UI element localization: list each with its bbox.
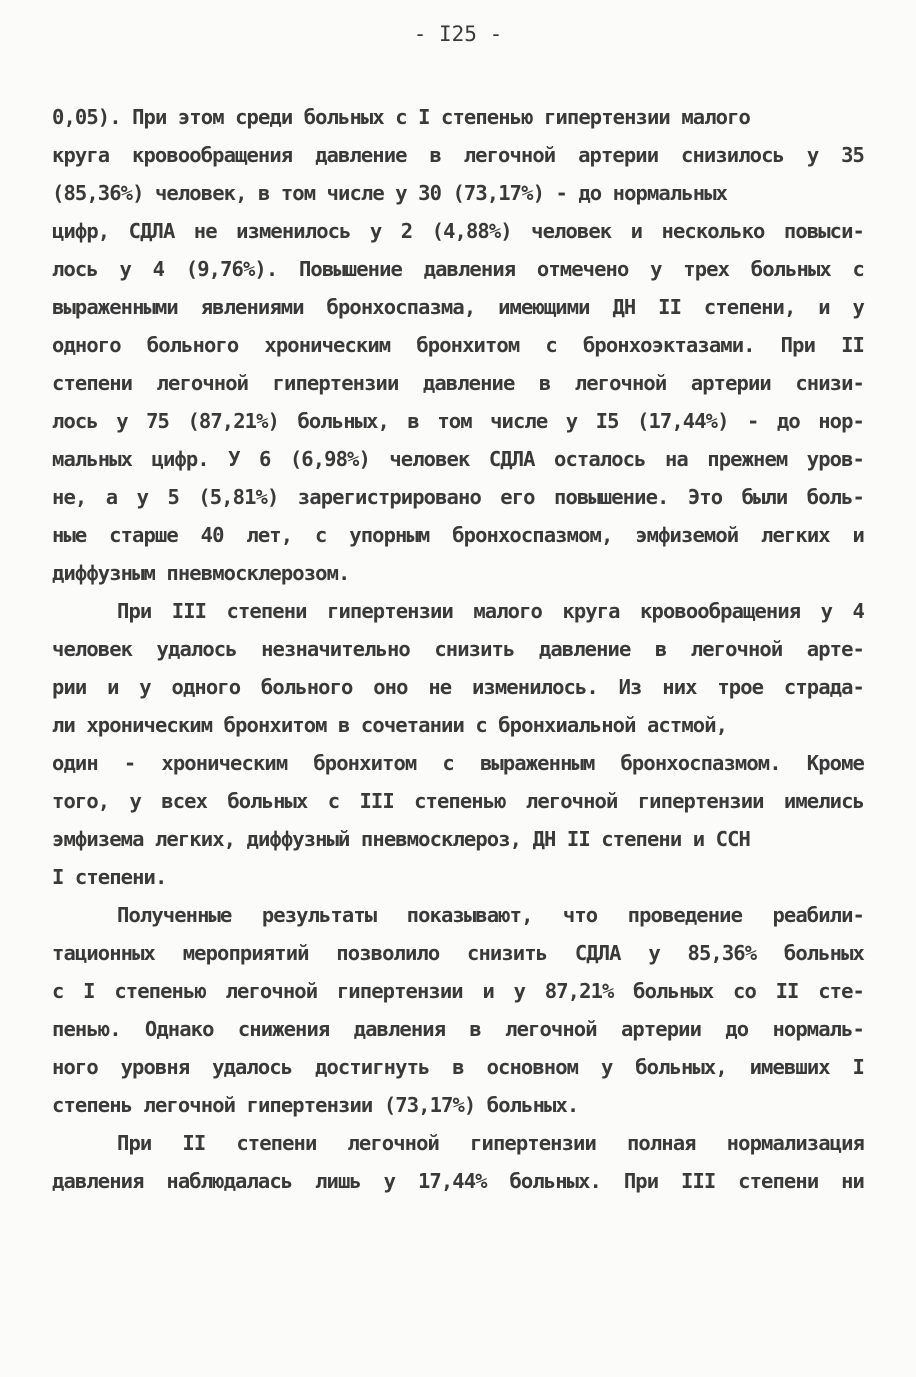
text-line: лось у 4 (9,76%). Повышение давления отмечено у трех больных с <box>52 257 864 281</box>
text-line: одного больного хроническим бронхитом с бронхоэктазами. При II <box>52 333 864 357</box>
text-line: эмфизема легких, диффузный пневмосклероз, ДН II степени и ССН <box>52 827 750 851</box>
page-number: - I25 - <box>413 22 503 46</box>
text-line: диффузным пневмосклерозом. <box>52 561 350 585</box>
text-line: степень легочной гипертензии (73,17%) больных. <box>52 1093 579 1117</box>
text-line: рии и у одного больного оно не изменилось. Из них трое страда- <box>52 675 864 699</box>
text-line: выраженными явлениями бронхоспазма, имеющими ДН II степени, и у <box>52 295 864 319</box>
text-line: цифр, СДЛА не изменилось у 2 (4,88%) человек и несколько повыси- <box>52 219 864 243</box>
text-line: с I степенью легочной гипертензии и у 87,21% больных со II сте- <box>52 979 864 1003</box>
text-line: человек удалось незначительно снизить давление в легочной арте- <box>52 637 864 661</box>
text-line: лось у 75 (87,21%) больных, в том числе у I5 (17,44%) - до нор- <box>52 409 864 433</box>
text-line: давления наблюдалась лишь у 17,44% больных. При III степени ни <box>52 1169 864 1193</box>
text-line: того, у всех больных с III степенью легочной гипертензии имелись <box>52 789 864 813</box>
text-line: При II степени легочной гипертензии полная нормализация <box>117 1131 864 1155</box>
text-line: ного уровня удалось достигнуть в основном у больных, имевших I <box>52 1055 864 1079</box>
text-line: I степени. <box>52 865 167 889</box>
text-line: мальных цифр. У 6 (6,98%) человек СДЛА осталось на прежнем уров- <box>52 447 864 471</box>
text-line: не, а у 5 (5,81%) зарегистрировано его повышение. Это были боль- <box>52 485 864 509</box>
text-line: пенью. Однако снижения давления в легочной артерии до нормаль- <box>52 1017 864 1041</box>
text-line: тационных мероприятий позволило снизить СДЛА у 85,36% больных <box>52 941 864 965</box>
text-line: один - хроническим бронхитом с выраженным бронхоспазмом. Кроме <box>52 751 864 775</box>
text-line: 0,05). При этом среди больных с I степенью гипертензии малого <box>52 105 750 129</box>
text-line: круга кровообращения давление в легочной артерии снизилось у 35 <box>52 143 864 167</box>
text-line: ли хроническим бронхитом в сочетании с бронхиальной астмой, <box>52 713 728 737</box>
text-line: (85,36%) человек, в том числе у 30 (73,17%) - до нормальных <box>52 181 728 205</box>
text-line: Полученные результаты показывают, что проведение реабили- <box>117 903 864 927</box>
text-line: При III степени гипертензии малого круга кровообращения у 4 <box>117 599 864 623</box>
text-line: ные старше 40 лет, с упорным бронхоспазмом, эмфиземой легких и <box>52 523 864 547</box>
text-line: степени легочной гипертензии давление в легочной артерии снизи- <box>52 371 864 395</box>
